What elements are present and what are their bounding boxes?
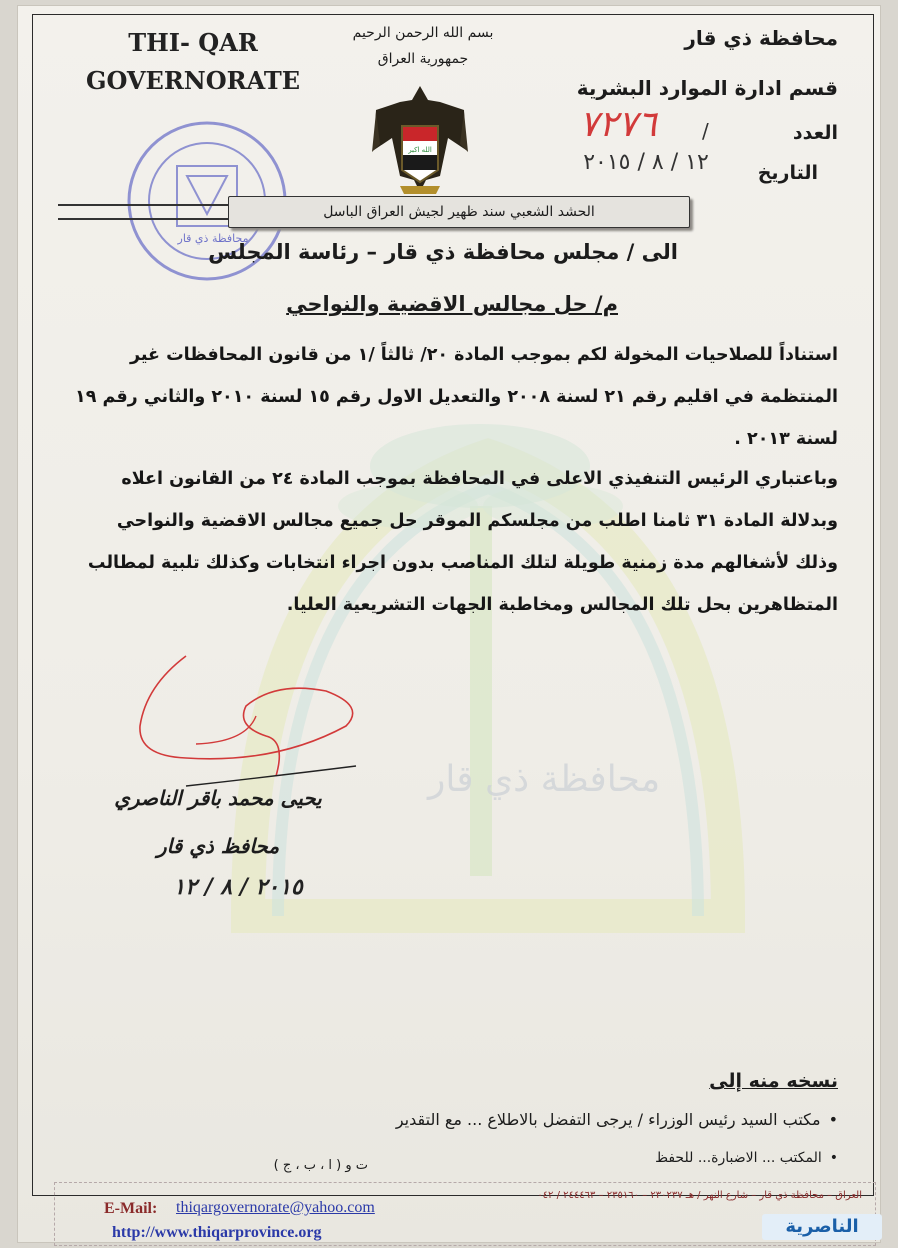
- letter-page: [18, 6, 880, 1242]
- subject-line: [238, 292, 618, 316]
- date-label: التاريخ: [757, 162, 818, 184]
- top-center-text: [318, 20, 528, 72]
- typist-initials: ت و ( ا ، ب ، ج ): [273, 1158, 368, 1173]
- signature-date: ٢٠١٥ / ٨ / ١٢: [173, 874, 303, 900]
- svg-text:محافظة ذي قار: محافظة ذي قار: [428, 759, 661, 800]
- republic-of-iraq: جمهورية العراق: [377, 51, 469, 67]
- signatory-title: محافظ ذي قار: [156, 834, 280, 858]
- copy-recipient-1: • مكتب السيد رئيس الوزراء / يرجى التفضل بالاطلاع ... مع التقدير: [198, 1110, 838, 1129]
- banner-lines: [58, 204, 238, 220]
- addressee-line: الى / مجلس محافظة ذي قار – رئاسة المجلس: [208, 240, 678, 264]
- number-label: العدد: [792, 122, 838, 144]
- copy-recipient-2: • المكتب ... الاضبارة... للحفظ: [438, 1150, 838, 1166]
- stamp-text: محافظة ذي قار: [177, 232, 249, 245]
- number-value: ٧٢٧٦: [579, 104, 657, 145]
- governorate-name: محافظة ذي قار: [684, 26, 838, 50]
- email-link[interactable]: thiqargovernorate@yahoo.com: [176, 1199, 375, 1216]
- english-heading: [78, 24, 308, 100]
- english-heading-line2: GOVERNORATE: [85, 66, 301, 95]
- basmala: بسم الله الرحمن الرحيم: [352, 25, 494, 41]
- svg-text:الله اكبر: الله اكبر: [408, 146, 432, 154]
- body-paragraph-1: استناداً للصلاحيات المخولة لكم بموجب المادة ٢٠/ ثالثاً /١ من قانون المحافظات غير المنتظمة في اقليم رقم ٢١ لسنة ٢٠٠٨ والتعديل الاول رقم ١٥ لسنة ٢٠١٠ والثاني رقم ١٩ لسنة ٢٠١٣ .: [75, 345, 838, 449]
- body-paragraph-2: وباعتباري الرئيس التنفيذي الاعلى في المحافظة بموجب المادة ٢٤ من القانون اعلاه وبدلالة المادة ٣١ ثامنا اطلب من مجلسكم الموقر حل جميع مجالس الاقضية والنواحي وذلك لأشغالهم مدة زمنية طويلة لتلك المناصب بدون اجراء انتخابات وكذلك تلبية لمطالب المتظاهرين بحل تلك المجالس ومخاطبة الجهات التشريعية العليا.: [87, 469, 838, 615]
- website-link[interactable]: http://www.thiqarprovince.org: [112, 1224, 322, 1241]
- slash-separator: /: [702, 119, 709, 143]
- signatory-name: يحيى محمد باقر الناصري: [114, 786, 322, 810]
- email-label: E-Mail:: [104, 1200, 158, 1217]
- english-heading-line1: THI- QAR: [128, 28, 258, 57]
- site-watermark: [762, 1214, 882, 1240]
- department-name: قسم ادارة الموارد البشرية: [576, 76, 838, 100]
- date-value: ١٢ / ٨ / ٢٠١٥: [583, 150, 709, 175]
- site-watermark-text: الناصرية: [785, 1216, 859, 1237]
- footer-address: العراق – محافظة ذي قار – شارع النهر / هـ ٢٣٠٢٣٧ – ٢٣٥١٦٠ – ٢٤٤٤٦٣ / ٠٤٢: [537, 1190, 862, 1201]
- subject-text: م/ حل مجالس الاقضية والنواحي: [286, 292, 618, 316]
- copies-heading: نسخه منه إلى: [709, 1070, 838, 1092]
- slogan-banner: الحشد الشعبي سند ظهير لجيش العراق الباسل: [228, 196, 690, 228]
- handwritten-signature: [126, 646, 406, 796]
- iraq-eagle-emblem-icon: [370, 80, 470, 200]
